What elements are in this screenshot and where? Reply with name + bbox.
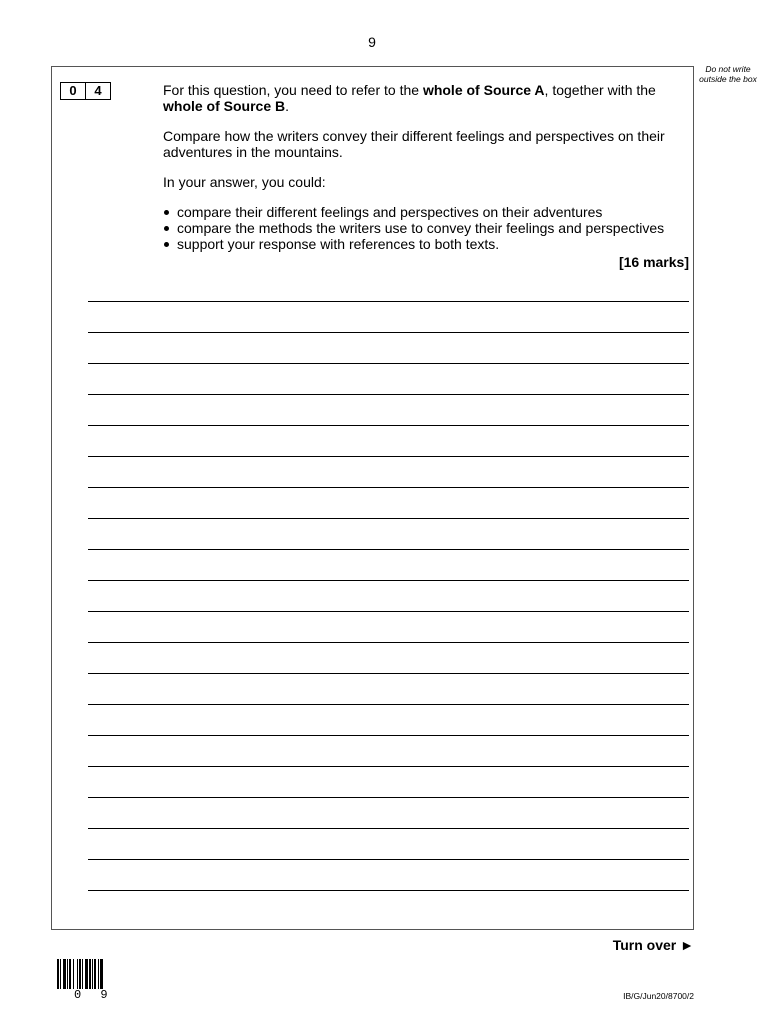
bullet-icon [164, 242, 169, 247]
margin-note: Do not write outside the box [699, 64, 757, 84]
question-number [60, 82, 110, 100]
answer-line[interactable] [88, 549, 689, 580]
answer-line[interactable] [88, 456, 689, 487]
answer-lines[interactable] [88, 301, 689, 921]
answer-line[interactable] [88, 518, 689, 549]
source-b-emphasis: whole of Source B [163, 98, 286, 114]
question-number-digit: 0 [60, 82, 86, 100]
answer-line[interactable] [88, 859, 689, 890]
answer-line[interactable] [88, 611, 689, 642]
barcode-number: 0 9 [74, 988, 114, 1002]
answer-line[interactable] [88, 487, 689, 518]
answer-line[interactable] [88, 642, 689, 673]
question-number-digit: 4 [85, 82, 111, 100]
bullet-list [163, 204, 689, 252]
bullet-item: compare the methods the writers use to convey their feelings and perspectives [163, 220, 689, 236]
answer-line[interactable] [88, 425, 689, 456]
answer-line[interactable] [88, 363, 689, 394]
bullet-item: compare their different feelings and perspectives on their adventures [163, 204, 689, 220]
answer-line[interactable] [88, 394, 689, 425]
bullet-item: support your response with references to both texts. [163, 236, 689, 252]
barcode-icon [57, 959, 127, 989]
answer-line[interactable] [88, 332, 689, 363]
page-number: 9 [368, 34, 376, 50]
turn-over-label: Turn over ► [612, 937, 694, 953]
answer-line[interactable] [88, 301, 689, 332]
marks-label: [16 marks] [618, 254, 689, 270]
question-lead: In your answer, you could: [163, 174, 326, 190]
answer-line[interactable] [88, 828, 689, 859]
answer-line[interactable] [88, 890, 689, 921]
source-a-emphasis: whole of Source A [422, 82, 545, 98]
question-intro: For this question, you need to refer to the whole of Source A, together with the whole of Source B. [163, 82, 656, 114]
answer-line[interactable] [88, 580, 689, 611]
bullet-icon [164, 210, 169, 215]
bullet-icon [164, 226, 169, 231]
paper-reference: IB/G/Jun20/8700/2 [623, 991, 694, 1001]
question-task: Compare how the writers convey their different feelings and perspectives on their adventures in the mountains. [163, 128, 665, 160]
answer-line[interactable] [88, 673, 689, 704]
answer-line[interactable] [88, 704, 689, 735]
answer-line[interactable] [88, 766, 689, 797]
answer-line[interactable] [88, 797, 689, 828]
question-text [163, 82, 689, 252]
answer-line[interactable] [88, 735, 689, 766]
